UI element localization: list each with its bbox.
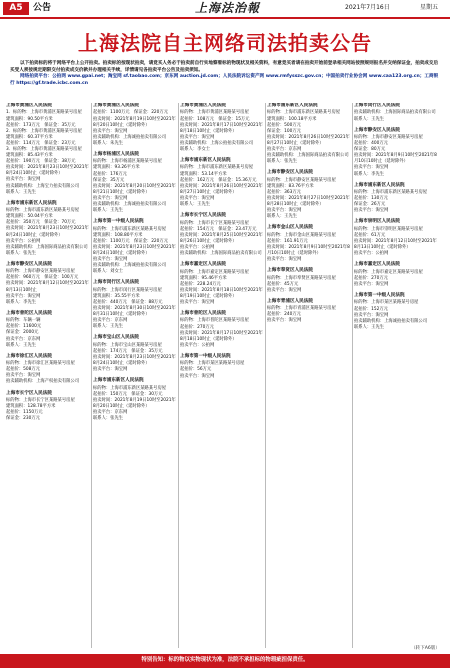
- notice-line: 联系人：李先生: [354, 171, 385, 177]
- notice-line: 拍卖平台：淘宝网: [180, 195, 215, 201]
- court-name: 上海市普陀区人民法院: [180, 311, 226, 317]
- column-divider: [265, 103, 266, 648]
- notice-line: 标的物：上海市闵行区某路某号房屋: [93, 287, 162, 293]
- notice-line: 建筑面积：53.14平方米: [180, 171, 227, 177]
- notice-line: 标的物：上海市长宁区某路某号房屋: [6, 397, 75, 403]
- notice-line: 建筑面积：100.18平方米: [267, 116, 317, 122]
- notice-line: 建筑面积：90.50平方米: [6, 116, 53, 122]
- notice-line: 起拍价：161.91万元: [267, 238, 308, 244]
- auction-notice: [93, 280, 176, 330]
- court-name: 上海市第一中级人民法院: [354, 293, 405, 298]
- court-name: 上海市浦东新区人民法院: [267, 103, 318, 108]
- auction-notice: [354, 262, 437, 288]
- notice-line: 联系人：张先生: [267, 159, 298, 165]
- notice-line: 拍卖平台：淘宝网: [6, 177, 41, 183]
- auction-notice: [354, 219, 437, 257]
- page-headline: 上海法院自主网络司法拍卖公告: [78, 31, 372, 55]
- notice-line: 拍卖平台：淘宝网: [267, 287, 302, 293]
- auction-notice: [180, 103, 263, 153]
- notice-line: 联系人：王先生: [354, 324, 385, 330]
- notice-line: 标的物：上海市徐汇区某路某号房屋: [6, 361, 75, 367]
- notice-line: 拍卖时间：2021年8月9日10时至2021年8月10日10时止（延时除外）: [354, 153, 437, 165]
- auction-notice: [180, 311, 263, 349]
- notice-line: 拍卖平台：淘宝网: [93, 128, 128, 134]
- court-name: 上海市金山区人民法院: [267, 225, 313, 231]
- notice-line: 起拍价：508万元: [6, 367, 40, 373]
- notice-line: 标的物：上海市浦东新区某路某号房屋: [267, 110, 341, 116]
- notice-line: 起拍价：960万元 保证金：100万元: [6, 275, 79, 281]
- notice-line: 拍卖时间：2021年8月26日10时至2021年8月27日10时止（延时除外）: [180, 183, 263, 195]
- notice-line: 拍卖辅助机构：上海国际商品拍卖有限公司: [354, 110, 436, 116]
- notice-line: 起拍价：61万元: [354, 232, 386, 238]
- notice-column-5: [354, 103, 437, 651]
- notice-line: 联系人：张先生: [6, 250, 37, 256]
- notice-line: 建筑面积：60.37平方米: [6, 134, 53, 140]
- notice-line: 拍卖平台：京东网: [6, 336, 41, 342]
- notice-line: 拍卖平台：淘宝网: [6, 293, 41, 299]
- auction-notice: [6, 391, 89, 423]
- notice-line: 拍卖辅助机构：上海诚拍拍卖有限公司: [354, 318, 428, 324]
- notice-line: 拍卖平台：淘宝网: [180, 299, 215, 305]
- column-divider: [178, 103, 179, 648]
- notice-line: 标的物：上海市浦东新区某路某号房屋: [93, 226, 167, 232]
- notice-line: 起拍价：150万元 保证金：30万元: [93, 391, 163, 397]
- notice-line: 拍卖时间：2021年8月25日10时至2021年8月26日10时止（延时除外）: [180, 232, 263, 244]
- notice-line: 拍卖辅助机构：上海国际商品拍卖有限公司: [267, 153, 349, 159]
- notice-line: 拍卖时间：2021年8月23日10时至2021年8月24日10时止（延时除外）: [6, 165, 89, 177]
- notice-line: 起拍价：500万元: [267, 122, 301, 128]
- issue-date: 2021年7月16日: [345, 4, 390, 11]
- notice-line: 建筑面积：95.46平方米: [180, 275, 227, 281]
- court-name: 上海市静安区人民法院: [354, 127, 400, 133]
- notice-line: 起拍价：176万元: [93, 171, 127, 177]
- court-name: 上海市黄浦区人民法院: [93, 103, 139, 108]
- auction-notice: [6, 262, 89, 306]
- court-name: 上海市第一中级人民法院: [180, 353, 231, 359]
- page-number-tab: A5: [3, 2, 29, 15]
- column-divider: [352, 103, 353, 648]
- platform-links: 网络拍卖平台：公拍网 www.gpai.net；淘宝网 sf.taobao.com；京东网 auction.jd.com；人民法院诉讼资产网 www.rmfysszc.gov.cn；中国拍卖行业协会网 www.caa123.org.cn；工商银行 https://gf.trade.icbc.com.cn: [10, 74, 439, 86]
- newspaper-logo: 上海法治報: [194, 1, 260, 15]
- notice-line: 拍卖时间：2021年8月17日10时至2021年8月18日10时止（延时除外）: [180, 330, 263, 342]
- notice-line: 起拍价：130万元: [354, 196, 388, 202]
- notice-line: 拍卖辅助机构：上海公拍拍卖有限公司: [180, 140, 254, 146]
- notice-line: 拍卖平台：淘宝网: [93, 257, 128, 263]
- notice-line: 拍卖平台：淘宝网: [180, 134, 215, 140]
- notice-line: 联系人：王先生: [354, 116, 385, 122]
- section-label: 公告: [33, 3, 52, 13]
- notice-line: 保证金：80万元: [354, 147, 386, 153]
- notice-line: 标的物：上海市嘉定区某路某号房屋: [180, 269, 249, 275]
- auction-notice: [267, 103, 350, 165]
- notice-line: 拍卖辅助机构：上海国际商品拍卖有限公司: [180, 251, 262, 256]
- auction-notice: [267, 225, 350, 263]
- court-name: 上海市闵行区人民法院: [93, 280, 139, 286]
- notice-line: 1．标的物：上海市黄浦区某路某号房屋: [6, 110, 82, 116]
- notice-line: 拍卖辅助机构：上海产权拍卖有限公司: [6, 379, 80, 385]
- auction-notice: [6, 354, 89, 386]
- notice-line: 联系人：王先生: [93, 324, 124, 330]
- notice-line: 标的物：上海市静安区某路某号房屋: [354, 135, 423, 140]
- notice-line: 保证金：100万元: [267, 128, 301, 134]
- notice-line: 拍卖辅助机构：上海国际商品拍卖有限公司: [6, 244, 88, 250]
- court-name: 上海市徐汇区人民法院: [6, 353, 52, 359]
- notice-line: 起拍价：114万元 保证金：23万元: [6, 140, 76, 146]
- auction-notice: [180, 354, 263, 380]
- notice-line: 标的物：车辆一辆: [6, 318, 41, 324]
- masthead: [0, 0, 450, 18]
- court-name: 上海市浦东新区人民法院: [180, 158, 231, 164]
- notice-line: 标的物：上海市浦东新区某路某号房屋: [6, 208, 80, 214]
- notice-line: 拍卖平台：淘宝网: [354, 312, 389, 318]
- court-name: 上海市黄浦区人民法院: [6, 103, 52, 108]
- notice-line: 起拍价：363万元: [267, 189, 301, 195]
- notice-line: 起拍价：240万元: [267, 312, 301, 318]
- court-name: 上海市第一中级人民法院: [93, 219, 144, 225]
- auction-notice: [180, 158, 263, 208]
- notice-line: 拍卖平台：淘宝网: [354, 281, 389, 287]
- court-name: 上海市嘉定区人民法院: [354, 262, 400, 268]
- notice-line: 联系人：李先生: [6, 299, 37, 305]
- notice-line: 拍卖平台：淘宝网: [354, 208, 389, 214]
- auction-notice: [6, 103, 89, 196]
- notice-line: 起拍价：174万元 保证金：35万元: [93, 348, 163, 354]
- notice-line: 标的物：上海市黄浦区某路某号房屋: [180, 110, 249, 116]
- auction-notice: [180, 262, 263, 306]
- auction-notice: [354, 103, 437, 123]
- notice-line: 联系人：王先生: [6, 189, 37, 195]
- notice-line: 标的物：上海市宝山区某路某号房屋: [93, 342, 162, 348]
- notice-line: 标的物：上海市普陀区某路某号房屋: [180, 318, 249, 324]
- notice-line: 2．标的物：上海市黄浦区某路某号房屋: [6, 128, 82, 134]
- notice-line: 拍卖平台：淘宝网: [354, 165, 389, 171]
- auction-notice: [267, 170, 350, 220]
- notice-line: 拍卖平台：公拍网: [6, 238, 41, 244]
- notice-line: 标的物：上海市浦东新区某路某号房屋: [180, 165, 254, 171]
- notice-line: 起拍价：1100万元 保证金：220万元: [93, 110, 168, 116]
- notice-line: 拍卖辅助机构：上海诚拍拍卖有限公司: [93, 263, 167, 269]
- notice-line: 起拍价：190万元 保证金：38万元: [6, 159, 76, 165]
- notice-line: 标的物：上海市嘉定区某路某号房屋: [354, 269, 423, 275]
- notice-line: 拍卖平台：公拍网: [180, 342, 215, 348]
- notice-column-2: [93, 103, 176, 651]
- auction-notice: [93, 219, 176, 275]
- intro-paragraph: 以下拍卖标的将于网络平台上公开拍卖。拍卖标的按现状拍卖，请竞买人务必于拍卖前自行实地察看标的物现状及相关资料，有意竞买者请在拍卖开始前登录相关网站按照规则报名并交纳保证金，拍卖成交后买受人须按规定期限交付拍卖成交价款并办理相关手续，详情请见各拍卖平台公告及拍卖须知。: [10, 61, 439, 73]
- auction-notice: [267, 299, 350, 325]
- notice-line: 建筑面积：50.04平方米: [6, 214, 53, 220]
- notice-line: 标的物：上海市静安区某路某号房屋: [6, 269, 75, 275]
- court-name: 上海市奉贤区人民法院: [267, 268, 313, 274]
- notice-line: 起拍价：162万元 保证金：15.36万元: [180, 177, 257, 183]
- notice-line: 拍卖时间：2021年8月23日10时至2021年8月24日10时止（延时除外）: [93, 244, 176, 256]
- notice-line: 保证金：2000元: [6, 330, 39, 336]
- column-divider: [91, 103, 92, 648]
- notice-line: 联系人：王先生: [180, 202, 211, 208]
- notice-line: 建筑面积：83.76平方米: [267, 183, 314, 189]
- notice-line: 建筑面积：93.26平方米: [93, 165, 140, 171]
- auction-notice: [93, 378, 176, 422]
- notice-line: 标的物：上海市浦东新区某路某号房屋: [93, 385, 167, 391]
- notice-line: 拍卖时间：2021年8月19日10时至2021年8月20日10时止（延时除外）: [93, 116, 176, 128]
- notice-line: 联系人：王先生: [267, 214, 298, 220]
- court-name: 上海市嘉定区人民法院: [180, 262, 226, 268]
- notice-line: 标的物：上海市某区某路某号房屋: [180, 361, 245, 367]
- notice-line: 拍卖时间：2021年8月17日10时至2021年8月18日10时止（延时除外）: [180, 122, 263, 134]
- notice-line: 标的物：上海市金山区某路某号房屋: [267, 232, 336, 238]
- notice-line: 起拍价：45万元: [267, 281, 299, 287]
- notice-line: 保证金：230万元: [6, 416, 40, 422]
- notice-line: 标的物：上海市某区某路某号房屋: [354, 300, 419, 306]
- notice-line: 标的物：上海市长宁区某路某号房屋: [180, 220, 249, 226]
- notice-line: 起拍价：1150万元: [6, 410, 43, 416]
- issue-weekday: 星期五: [420, 4, 439, 11]
- notice-column-4: [267, 103, 350, 651]
- notice-line: 保证金：26万元: [354, 202, 386, 208]
- notice-line: 拍卖平台：公拍网: [354, 251, 389, 257]
- court-name: 上海市浦东新区人民法院: [6, 200, 57, 206]
- notice-line: 起拍价：400万元: [354, 141, 388, 147]
- notice-line: 联系人：刘女士: [93, 269, 124, 275]
- notice-line: 标的物：上海市杨浦区某路某号房屋: [93, 159, 162, 165]
- notice-line: 联系人：李女士: [180, 146, 211, 152]
- notice-line: 建筑面积：35.55平方米: [93, 293, 140, 299]
- notice-column-3: [180, 103, 263, 651]
- notice-line: 拍卖时间：2021年8月30日10时至2021年8月31日10时止（延时除外）: [93, 306, 176, 318]
- notice-line: 拍卖辅助机构：上海诚拍拍卖有限公司: [93, 202, 167, 208]
- notice-line: 起拍价：270万元: [180, 324, 214, 330]
- court-name: 上海市长宁区人民法院: [180, 213, 226, 219]
- notice-line: 联系人：朱先生: [93, 140, 124, 146]
- court-name: 上海市宝山区人民法院: [93, 335, 139, 341]
- notice-line: 起拍价：154万元 保证金：23.47万元: [180, 226, 257, 232]
- court-name: 上海市普陀区人民法院: [6, 310, 52, 316]
- notice-line: 联系人：王先生: [93, 208, 124, 214]
- notice-line: 拍卖平台：淘宝网: [6, 373, 41, 379]
- court-name: 上海市浦东新区人民法院: [93, 378, 144, 384]
- auction-notice: [93, 335, 176, 373]
- masthead-rule: [0, 17, 450, 19]
- notice-column-1: [6, 103, 89, 651]
- notice-line: 拍卖辅助机构：上海诚拍拍卖有限公司: [93, 134, 167, 140]
- notice-line: 拍卖平台：京东网: [93, 318, 128, 324]
- notice-line: 起拍价：108万元 保证金：15万元: [180, 116, 250, 122]
- notice-line: 建筑面积：128.78平方米: [6, 404, 56, 409]
- notice-line: 起拍价：228.24万元: [180, 281, 221, 287]
- notice-line: 起拍价：270万元: [354, 275, 388, 281]
- notice-line: 标的物：上海市青浦区某路某号房屋: [267, 306, 336, 312]
- notice-line: 拍卖平台：淘宝网: [267, 208, 302, 214]
- notice-line: 拍卖时间：2021年8月19日10时至2021年8月20日10时止（延时除外）: [93, 397, 176, 409]
- auction-notice: [354, 293, 437, 331]
- court-name: 上海市浦东新区人民法院: [354, 182, 405, 188]
- auction-notice: [267, 268, 350, 294]
- notice-line: 拍卖平台：淘宝网: [267, 257, 302, 263]
- court-name: 上海市静安区人民法院: [6, 261, 52, 267]
- auction-notice: [180, 213, 263, 257]
- auction-notice: [354, 128, 437, 178]
- notice-line: 起拍价：56万元: [180, 367, 212, 373]
- auction-notice: [354, 183, 437, 215]
- auction-notice: [93, 103, 176, 147]
- notice-line: 标的物：上海市奉贤区某路某号房屋: [267, 275, 336, 281]
- notice-line: 标的物：上海市崇明区某路某号房屋: [354, 226, 423, 232]
- court-name: 上海市长宁区人民法院: [6, 390, 52, 396]
- notice-line: 建筑面积：108.80平方米: [93, 232, 143, 238]
- intro-notice: [10, 61, 440, 87]
- notice-line: 保证金：35万元: [93, 177, 125, 183]
- notice-line: 拍卖时间：2021年8月12日10时至2021年8月13日10时止: [6, 281, 89, 293]
- notice-line: 拍卖时间：2021年8月23日10时至2021年8月24日10时止（延时除外）: [6, 226, 89, 238]
- notice-line: 标的物：上海市浦东新区某路某号房屋: [354, 190, 428, 196]
- court-name: 上海市杨浦区人民法院: [93, 151, 139, 157]
- notice-line: 拍卖平台：淘宝网: [93, 195, 128, 201]
- footer-note: 特别告知：标的物以实物现状为准，法院不承担标的物瑕疵担保责任。: [141, 657, 309, 663]
- court-name: 上海市黄浦区人民法院: [180, 103, 226, 108]
- notice-line: 拍卖时间：2021年8月20日10时至2021年8月21日10时止（延时除外）: [93, 183, 176, 195]
- notice-line: 拍卖时间：2021年8月26日10时至2021年8月27日10时止（延时除外）: [267, 134, 350, 146]
- notice-line: 拍卖时间：2021年8月23日10时至2021年8月24日10时止（延时除外）: [93, 355, 176, 367]
- notice-line: 拍卖平台：淘宝网: [267, 318, 302, 324]
- notice-line: 拍卖平台：京东网: [93, 410, 128, 416]
- notice-line: 拍卖辅助机构：上海宝力拍卖有限公司: [6, 183, 80, 189]
- notice-line: 起拍价：1100万元 保证金：220万元: [93, 238, 168, 244]
- notice-line: 拍卖平台：京东网: [267, 146, 302, 152]
- court-name: 上海市闵行区人民法院: [354, 103, 400, 108]
- notice-line: 拍卖时间：2021年8月9日10时至2021年8月10日10时止（延时除外）: [267, 244, 350, 256]
- notice-line: 拍卖时间：2021年8月18日10时至2021年8月19日10时止（延时除外）: [180, 287, 263, 299]
- notice-line: 起拍价：350万元 保证金：70万元: [6, 220, 76, 226]
- notice-line: 联系人：张先生: [93, 416, 124, 422]
- notice-line: 拍卖平台：公拍网: [180, 244, 215, 250]
- continued-note: （转下A6版）: [410, 646, 440, 651]
- notice-line: 拍卖平台：淘宝网: [180, 373, 215, 379]
- auction-notice: [93, 152, 176, 214]
- notice-line: 起拍价：440万元 保证金：88万元: [93, 299, 163, 305]
- notice-line: 起拍价：11600元: [6, 324, 42, 330]
- notice-line: 联系人：王先生: [6, 342, 37, 348]
- notice-line: 拍卖时间：2021年8月27日10时至2021年8月28日10时止（延时除外）: [267, 195, 350, 208]
- auction-notice: [6, 311, 89, 349]
- notice-line: 拍卖平台：淘宝网: [93, 367, 128, 373]
- notice-line: 3．标的物：上海市黄浦区某路某号房屋: [6, 146, 82, 152]
- auction-notice: [6, 201, 89, 257]
- notice-line: 建筑面积：85.43平方米: [6, 153, 53, 159]
- notice-line: 起拍价：152万元: [354, 306, 388, 312]
- court-name: 上海市静安区人民法院: [267, 170, 313, 176]
- notice-line: 标的物：上海市静安区某路某号房屋: [267, 177, 336, 183]
- court-name: 上海市青浦区人民法院: [267, 298, 313, 304]
- notice-line: 起拍价：173万元 保证金：35万元: [6, 122, 76, 128]
- notice-line: 拍卖时间：2021年8月12日10时至2021年8月13日10时止（延时除外）: [354, 239, 437, 251]
- court-name: 上海市崇明区人民法院: [354, 219, 400, 225]
